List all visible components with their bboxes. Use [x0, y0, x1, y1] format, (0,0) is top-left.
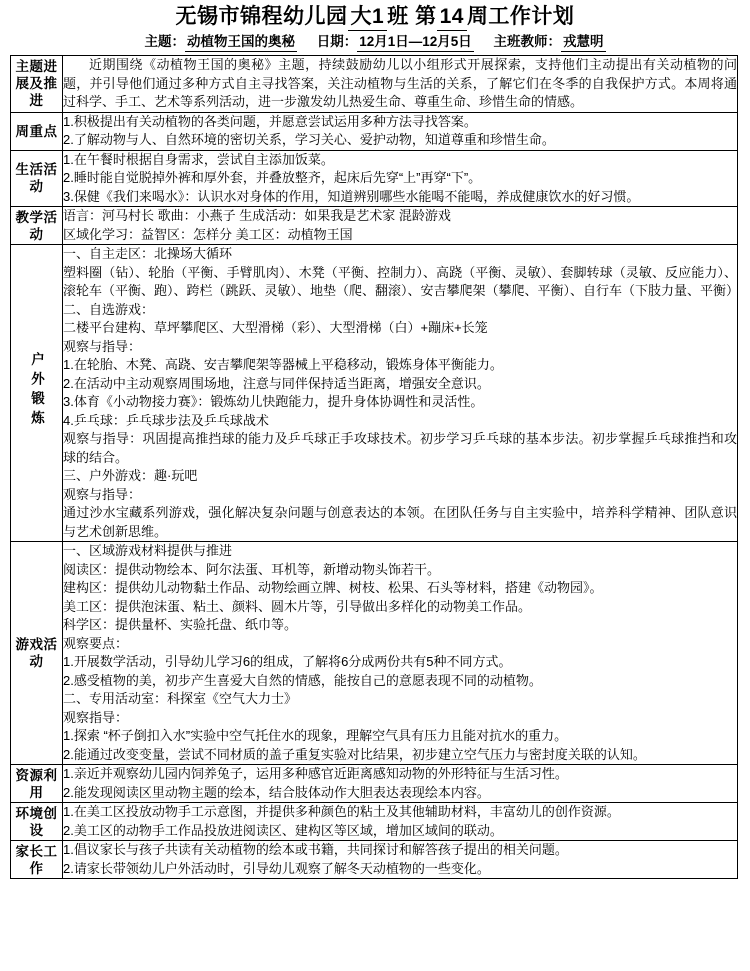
text-line: 二、自选游戏： [63, 301, 155, 317]
text-line: 3.保健《我们来喝水》：认识水对身体的作用，知道辨别哪些水能喝不能喝，养成健康饮水的好习惯。 [63, 188, 640, 204]
row-content-parent-work [63, 841, 738, 879]
text-line: 4.乒乓球：乒乓球步法及乒乓球战术 [63, 412, 269, 428]
page-title-prefix: 无锡市锦程幼儿园 [175, 5, 348, 28]
text-line: 1.开展数学活动，引导幼儿学习6的组成，了解将6分成两份共有5种不同方式。 [63, 654, 512, 669]
text-line: 二楼平台建构、草坪攀爬区、大型滑梯（彩）、大型滑梯（白）+蹦床+长笼 [63, 320, 488, 335]
text-line: 建构区：提供幼儿动物黏土作品、动物绘画立牌、树枝、松果、石头等材料，搭建《动物园》。 [63, 580, 603, 595]
table-row-life-activity [11, 150, 738, 207]
text-line: 1.亲近并观察幼儿园内饲养兔子，运用多种感官近距离感知动物的外形特征与生活习性。 [63, 766, 568, 781]
text-line: 美工区：提供泡沫蛋、粘土、颜料、圆木片等，引导做出多样化的动物美工作品。 [63, 598, 532, 614]
table-row-week-focus [11, 112, 738, 150]
text-line: 观察与指导： [63, 486, 142, 502]
text-line: 语言：河马村长 歌曲：小燕子 生成活动：如果我是艺术家 混龄游戏 [63, 208, 451, 223]
text-line: 通过沙水宝藏系列游戏，强化解决复杂问题与创意表达的本领。在团队任务与自主实验中，培养科学精神、团队意识与艺术创新思维。 [63, 505, 737, 539]
theme-label: 主题： [144, 34, 185, 49]
row-label-theme-progress: 主题进展及推进 [11, 56, 63, 113]
text-line: 1.在午餐时根据自身需求，尝试自主添加饭菜。 [63, 151, 334, 167]
subtitle-bar [10, 33, 740, 52]
text-line: 塑料圈（钻）、轮胎（平衡、手臂肌肉）、木凳（平衡、控制力）、高跷（平衡、灵敏）、套脚转球（灵敏、反应能力）、滚轮车（平衡、跑）、跨栏（跳跃、灵敏）、地垫（爬、翻滚）、安吉攀爬架（攀爬、平衡）、自行车（下肢力量、平衡） [63, 264, 740, 298]
row-label-game-activity: 游戏活动 [11, 542, 63, 765]
weekly-plan-table [10, 55, 738, 879]
text-line: 三、户外游戏：趣·玩吧 [63, 468, 198, 483]
text-line: 观察与指导： [63, 338, 142, 354]
text-line: 二、专用活动室：科探室《空气大力士》 [63, 691, 298, 706]
table-row-theme-progress [11, 56, 738, 113]
text-line: 近期围绕《动植物王国的奥秘》主题，持续鼓励幼儿以小组形式开展探索，支持他们主动提出有关动植物的问题，并引导他们通过多种方式自主寻找答案，关注动植物与生活的关系，了解它们在冬季的自我保护方式。本周将通过科学、手工、艺术等系列活动，进一步激发幼儿热爱生命、尊重生命、珍惜生命的情感。 [63, 57, 737, 109]
text-line: 一、区域游戏材料提供与推进 [63, 543, 233, 558]
text-line: 2.了解动物与人、自然环境的密切关系，学习关心、爱护动物，知道尊重和珍惜生命。 [63, 132, 555, 147]
text-line: 1.倡议家长与孩子共读有关动植物的绘本或书籍，共同探讨和解答孩子提出的相关问题。 [63, 842, 568, 857]
week-number-field: 14 [437, 4, 467, 31]
text-line: 2.能通过改变变量，尝试不同材质的盖子重复实验对比结果，初步建立空气压力与密封度关联的认知。 [63, 746, 646, 762]
text-line: 观察与指导：巩固提高推挡球的能力及乒乓球正手攻球技术。初步学习乒乓球的基本步法。初步掌握乒乓球推挡和攻球的结合。 [63, 431, 737, 465]
date-label: 日期： [316, 34, 358, 49]
text-line: 1.在轮胎、木凳、高跷、安吉攀爬架等器械上平稳移动，锻炼身体平衡能力。 [63, 357, 503, 372]
theme-value: 动植物王国的奥秘 [185, 33, 297, 52]
row-content-environment-setup [63, 803, 738, 841]
text-line: 2.请家长带领幼儿户外活动时，引导幼儿观察了解冬天动植物的一些变化。 [63, 860, 490, 876]
row-label-teaching-activity: 教学活动 [11, 207, 63, 245]
row-label-life-activity: 生活活动 [11, 150, 63, 207]
text-line: 2.能发现阅读区里动物主题的绘本，结合肢体动作大胆表达表现绘本内容。 [63, 784, 490, 800]
row-label-outdoor-exercise [11, 245, 63, 542]
teacher-label: 主班教师： [493, 34, 562, 49]
row-content-week-focus [63, 112, 738, 150]
text-line: 阅读区：提供动物绘本、阿尔法蛋、耳机等，新增动物头饰若干。 [63, 561, 441, 577]
table-row-parent-work [11, 841, 738, 879]
text-line: 一、自主走区：北操场大循环 [63, 246, 233, 261]
text-line: 2.睡时能自觉脱掉外裤和厚外套，并叠放整齐，起床后先穿“上”再穿“下”。 [63, 170, 482, 185]
class-name-field: 大1 [348, 4, 388, 31]
text-line: 1.探索 “杯子倒扣入水”实验中空气托住水的现象，理解空气具有压力且能对抗水的重力。 [63, 728, 568, 743]
row-label-outdoor-exercise-text: 户外锻炼 [29, 352, 44, 430]
table-row-teaching-activity [11, 207, 738, 245]
date-field [317, 33, 474, 52]
row-label-parent-work: 家长工作 [11, 841, 63, 879]
page-title-suffix: 周工作计划 [466, 5, 575, 28]
row-content-outdoor-exercise [63, 245, 738, 542]
theme-field [144, 33, 297, 52]
table-row-game-activity [11, 542, 738, 765]
text-line: 观察要点： [63, 635, 129, 651]
row-content-theme-progress [63, 56, 738, 113]
text-line: 1.积极提出有关动植物的各类问题，并愿意尝试运用多种方法寻找答案。 [63, 113, 477, 129]
row-content-teaching-activity [63, 207, 738, 245]
row-label-environment-setup: 环境创设 [11, 803, 63, 841]
page-title-mid: 班 第 [387, 5, 437, 28]
row-label-resource-use: 资源利用 [11, 765, 63, 803]
text-line: 科学区：提供量杯、实验托盘、纸巾等。 [63, 617, 298, 632]
text-line: 3.体育《小动物接力赛》：锻炼幼儿快跑能力，提升身体协调性和灵活性。 [63, 394, 484, 409]
teacher-field [494, 33, 606, 52]
row-content-life-activity [63, 150, 738, 207]
page-title [10, 4, 740, 31]
row-content-resource-use [63, 765, 738, 803]
table-row-outdoor-exercise [11, 245, 738, 542]
text-line: 2.在活动中主动观察周围场地，注意与同伴保持适当距离，增强安全意识。 [63, 375, 490, 391]
teacher-value: 戎慧明 [561, 33, 606, 52]
date-value: 12月1日—12月5日 [357, 33, 474, 52]
text-line: 2.美工区的动物手工作品投放进阅读区、建构区等区域，增加区域间的联动。 [63, 822, 503, 838]
text-line: 2.感受植物的美，初步产生喜爱大自然的情感，能按自己的意愿表现不同的动植物。 [63, 672, 542, 688]
row-content-game-activity [63, 542, 738, 765]
text-line: 区域化学习：益智区：怎样分 美工区：动植物王国 [63, 226, 353, 242]
text-line: 1.在美工区投放动物手工示意图，并提供多种颜色的粘土及其他辅助材料，丰富幼儿的创作资源。 [63, 804, 620, 819]
table-row-environment-setup [11, 803, 738, 841]
row-label-week-focus: 周重点 [11, 112, 63, 150]
text-line: 观察指导： [63, 709, 129, 725]
table-row-resource-use [11, 765, 738, 803]
